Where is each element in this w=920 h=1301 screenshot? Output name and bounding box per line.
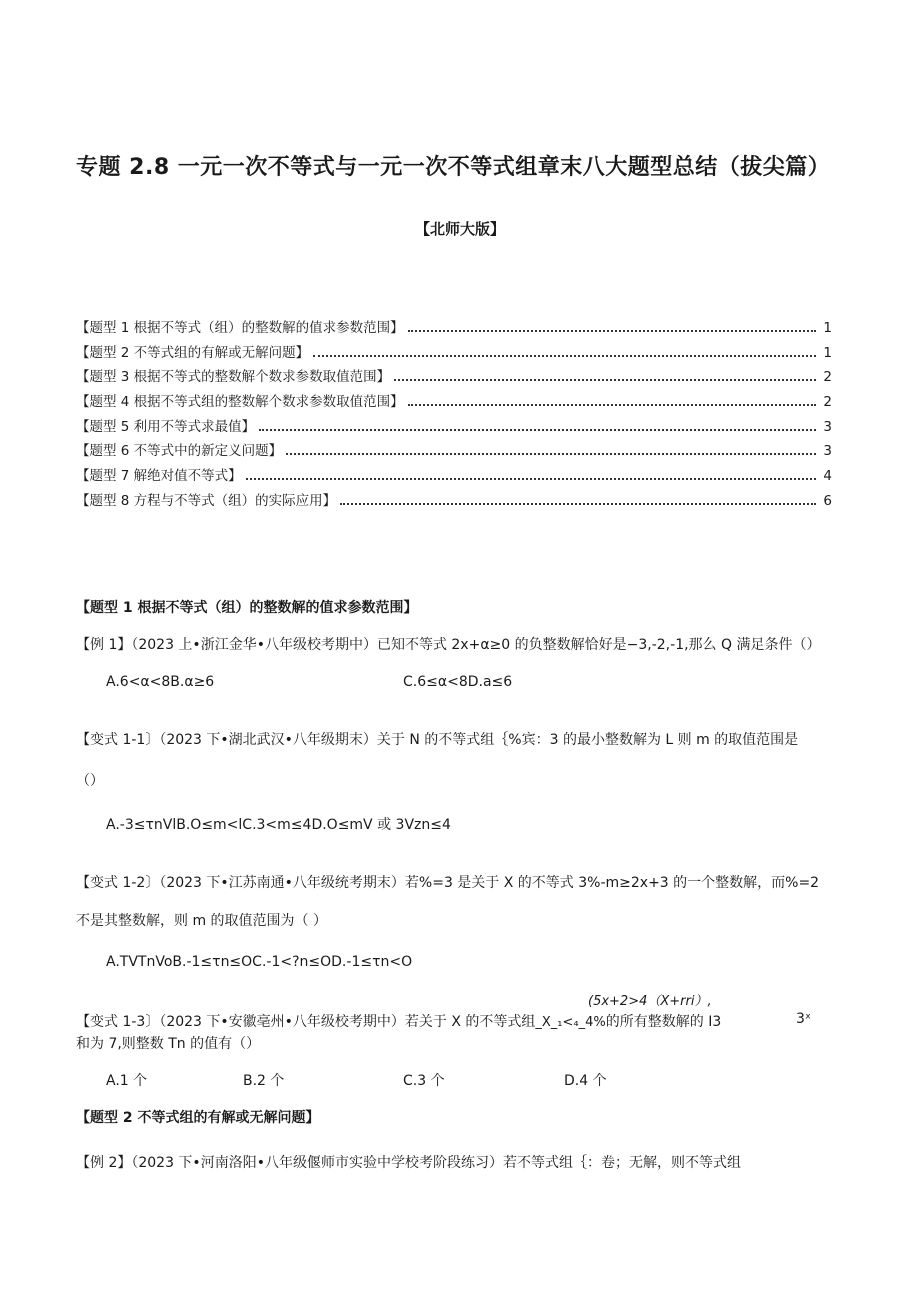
toc-entry-label: 【题型 1 根据不等式（组）的整数解的值求参数范围】 [76, 320, 404, 336]
variant-1-3-system-top: (5x+2>4（X+rri）, [588, 994, 712, 1009]
example-2-question: 【例 2】（2023 下•河南洛阳•八年级偃师市实验中学校考阶段练习）若不等式组｛：卷；无解，则不等式组 [76, 1155, 741, 1171]
variant-1-3-option-c: C.3 个 [403, 1073, 445, 1089]
toc-entry-label: 【题型 2 不等式组的有解或无解问题】 [76, 344, 310, 361]
toc-leader-dots [408, 330, 816, 332]
toc-entry-label: 【题型 7 解绝对值不等式】 [76, 468, 242, 485]
toc-entry[interactable] [76, 415, 832, 440]
variant-1-1-question: 【变式 1-1〕（2023 下•湖北武汉•八年级期末）关于 N 的不等式组｛%宾：3 的最小整数解为 L 则 m 的取值范围是 [76, 732, 799, 748]
variant-1-3-option-a: A.1 个 [106, 1073, 148, 1089]
variant-1-3-question [76, 1011, 721, 1031]
variant-1-3-question-cont: 和为 7,则整数 Tn 的值有（） [76, 1036, 261, 1052]
variant-1-3-fraction-fragment: 3ˣ [796, 1011, 812, 1027]
example-1-question: 【例 1】（2023 上•浙江金华•八年级校考期中）已知不等式 2x+α≥0 的负整数解恰好是−3,-2,-1,那么 Q 满足条件（） [76, 637, 821, 653]
variant-1-1-options: A.-3≤τnVlB.O≤m<lC.3<m≤4D.O≤mV 或 3Vzn≤4 [106, 817, 451, 833]
edition-subtitle: 【北师大版】 [414, 220, 505, 238]
toc-entry-page: 6 [823, 492, 832, 509]
toc-leader-dots [259, 429, 816, 431]
toc-entry[interactable] [76, 316, 832, 341]
toc-entry-page: 2 [823, 394, 832, 411]
variant-1-3-question-start: 【变式 1-3〕（2023 下•安徽亳州•八年级校考期中）若关于 X 的不等式组 [76, 1014, 536, 1030]
toc-entry-page: 2 [823, 369, 832, 386]
toc-entry[interactable] [76, 390, 832, 415]
toc-entry[interactable] [76, 439, 832, 464]
example-1-options-ab: A.6<α<8B.α≥6 [106, 674, 215, 690]
toc-leader-dots [286, 453, 816, 455]
toc-entry-page: 3 [823, 443, 832, 460]
section-heading-type-1: 【题型 1 根据不等式（组）的整数解的值求参数范围】 [76, 600, 418, 616]
toc-leader-dots [340, 503, 816, 505]
variant-1-1-question-cont: （） [76, 773, 104, 789]
table-of-contents [76, 316, 832, 514]
example-1-options-cd: C.6≤α<8D.a≤6 [403, 674, 513, 690]
toc-entry-page: 3 [823, 418, 832, 435]
toc-entry-page: 1 [823, 344, 832, 361]
toc-leader-dots [313, 355, 816, 357]
toc-entry-label: 【题型 8 方程与不等式（组）的实际应用】 [76, 492, 337, 509]
toc-entry-label: 【题型 3 根据不等式的整数解个数求参数取值范围】 [76, 369, 391, 386]
variant-1-2-question: 【变式 1-2〕（2023 下•江苏南通•八年级统考期末）若%=3 是关于 X 的不等式 3%-m≥2x+3 的一个整数解，而%=2 [76, 875, 820, 891]
toc-entry-label: 【题型 5 利用不等式求最值】 [76, 418, 256, 435]
toc-entry-page: 1 [823, 320, 832, 336]
variant-1-2-options: A.TVTnVoB.-1≤τn≤OC.-1<?n≤OD.-1≤τn<O [106, 954, 413, 970]
document-title: 专题 2.8 一元一次不等式与一元一次不等式组章末八大题型总结（拔尖篇） [76, 155, 831, 180]
toc-entry[interactable] [76, 341, 832, 366]
toc-entry-label: 【题型 4 根据不等式组的整数解个数求参数取值范围】 [76, 394, 404, 411]
toc-entry[interactable] [76, 489, 832, 514]
section-heading-type-2: 【题型 2 不等式组的有解或无解问题】 [76, 1110, 320, 1126]
toc-leader-dots [408, 404, 816, 406]
variant-1-3-option-b: B.2 个 [243, 1073, 285, 1089]
toc-entry[interactable] [76, 365, 832, 390]
toc-leader-dots [246, 478, 816, 480]
variant-1-3-option-d: D.4 个 [564, 1073, 607, 1089]
variant-1-2-question-cont: 不是其整数解，则 m 的取值范围为（ ） [76, 913, 327, 929]
toc-entry[interactable] [76, 464, 832, 489]
toc-leader-dots [394, 379, 816, 381]
variant-1-3-system-fragment: _X_₁<₄_4% [535, 1015, 606, 1030]
toc-entry-page: 4 [823, 468, 832, 485]
toc-entry-label: 【题型 6 不等式中的新定义问题】 [76, 443, 283, 460]
variant-1-3-question-end: 的所有整数解的 I3 [605, 1014, 722, 1030]
